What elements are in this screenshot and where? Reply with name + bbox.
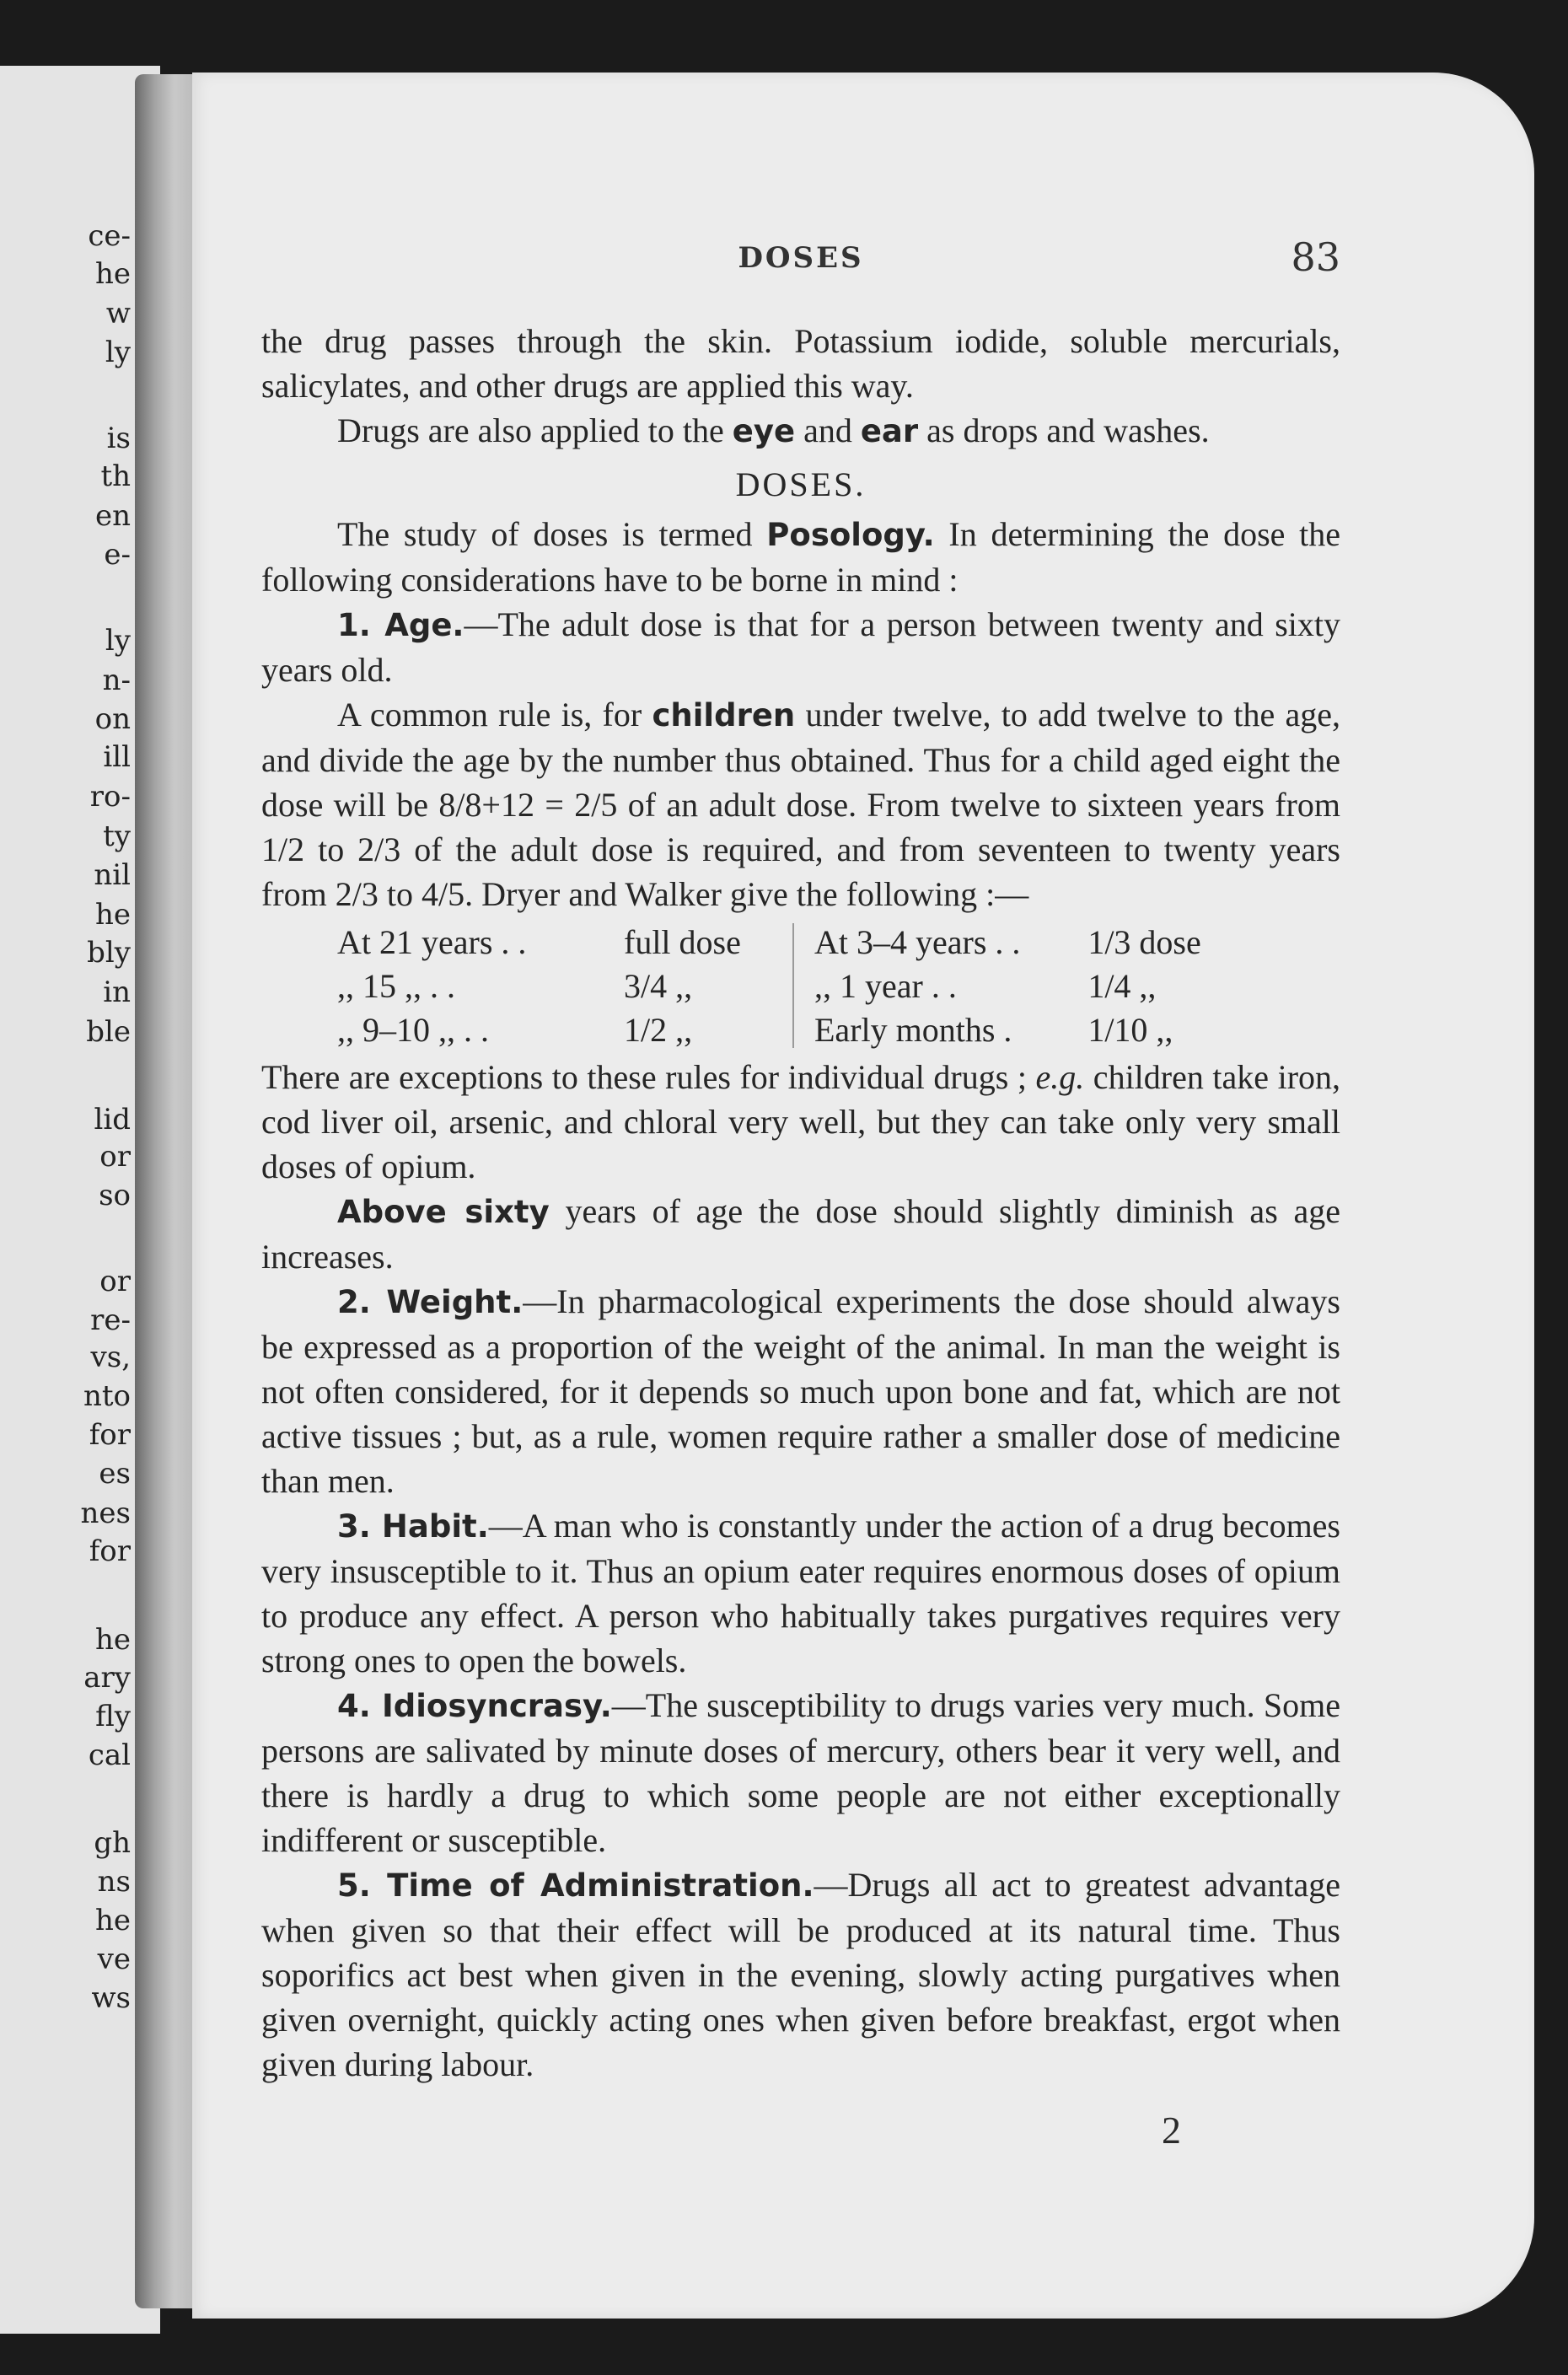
dose-table-left — [337, 920, 792, 1051]
facing-page-fragment: lid — [94, 1103, 131, 1136]
section-title: DOSES. — [735, 465, 867, 503]
heading-idiosyncrasy: 4. Idiosyncrasy. — [337, 1688, 612, 1724]
facing-page-fragment: so — [99, 1179, 131, 1212]
dose-table — [337, 920, 1340, 1051]
page-body — [261, 319, 1340, 2087]
facing-page-fragment: he — [94, 1623, 131, 1657]
running-head-title: DOSES — [738, 241, 864, 275]
dose-row: ,, 9–10 ,, . . 1/2 ,, — [337, 1010, 693, 1049]
facing-page-fragment: ws — [91, 1981, 131, 2015]
paragraph-children: A common rule is, for children under twelve, to add twelve to the age, and divide the age by the number thus obtained. Thus for a child aged eight the dose will be 8/8+12 = 2/5 of an adult dose. From twelve to sixteen years from 1/2 to 2/3 of the adult dose is required, and from seventeen to twenty years from 2/3 to 4/5. Dryer and Walker give the following :— — [261, 696, 1341, 913]
dose-row: At 21 years . . full dose — [337, 922, 741, 961]
facing-page-fragment: in — [103, 975, 131, 1009]
facing-page-fragment: vs, — [90, 1341, 131, 1374]
term-above-sixty: Above sixty — [337, 1194, 550, 1230]
heading-age: 1. Age. — [337, 607, 464, 643]
paragraph: The study of doses is termed Posology. In determining the dose the following considerations have to be borne in mind : — [261, 515, 1341, 599]
facing-page-fragment: is — [106, 422, 131, 455]
paragraph-weight: 2. Weight.—In pharmacological experiments the dose should always be expressed as a proportion of the weight of the animal. In man the weight is not often considered, for it depends so much upon bone and fat, which are not active tissues ; but, as a rule, women require rather a smaller dose of medicine than men. — [261, 1282, 1340, 1500]
facing-page-fragment: he — [94, 257, 131, 291]
term-eye: eye — [732, 413, 796, 449]
facing-page-fragment: nto — [83, 1379, 131, 1413]
term-posology: Posology. — [766, 517, 935, 553]
book-spine — [135, 74, 201, 2308]
facing-page-fragment: ary — [83, 1661, 131, 1695]
heading-habit: 3. Habit. — [337, 1508, 489, 1545]
facing-page-fragment: ill — [103, 740, 131, 774]
dose-row: ,, 1 year . . 1/4 ,, — [814, 966, 1157, 1005]
page-number: 83 — [1291, 234, 1340, 280]
facing-page-fragment: re- — [90, 1303, 131, 1337]
facing-page-fragment: he — [94, 898, 131, 932]
facing-page-fragment: fly — [95, 1700, 131, 1733]
facing-page-fragment: n- — [102, 664, 131, 697]
facing-page-fragment: ly — [105, 624, 131, 658]
facing-page-fragment: for — [89, 1534, 131, 1568]
facing-page-fragment: en — [94, 499, 131, 533]
facing-page-fragment: ns — [97, 1865, 131, 1899]
term-children: children — [652, 697, 796, 733]
dose-row: At 3–4 years . . 1/3 dose — [814, 922, 1201, 961]
facing-page-fragment: ly — [105, 336, 131, 369]
facing-page-fragment: nil — [94, 858, 131, 892]
facing-page-fragment: on — [94, 702, 131, 736]
dose-row: ,, 15 ,, . . 3/4 ,, — [337, 966, 693, 1005]
facing-page-fragment: nes — [80, 1496, 131, 1530]
facing-page-fragment: es — [99, 1457, 131, 1491]
facing-page-fragment: or — [99, 1265, 131, 1298]
facing-page-fragment: bly — [87, 936, 131, 970]
paragraph-exceptions: There are exceptions to these rules for individual drugs ; e.g. children take iron, cod liver oil, arsenic, and chloral very well, but they can take only very small doses of opium. — [261, 1058, 1341, 1185]
facing-page-fragment: he — [94, 1904, 131, 1937]
signature-mark: 2 — [1162, 2109, 1181, 2152]
paragraph-idiosyncrasy: 4. Idiosyncrasy.—The susceptibility to drugs varies very much. Some persons are salivated by minute doses of mercury, others bear it very well, and there is hardly a drug to which some people are not either exceptionally indifferent or susceptible. — [261, 1686, 1340, 1859]
facing-page-fragment: ble — [86, 1015, 131, 1049]
facing-page-fragment: e- — [104, 538, 131, 572]
dose-table-right — [794, 920, 1232, 1051]
facing-page-fragment: ce- — [88, 219, 131, 253]
paragraph-time: 5. Time of Administration.—Drugs all act to greatest advantage when given so that their effect will be produced at its natural time. Thus soporifics act best when given in the evening, slowly acting purgatives when given overnight, quickly acting ones when given before breakfast, ergot when given during labour. — [261, 1866, 1340, 2083]
dose-row: Early months . 1/10 ,, — [814, 1010, 1173, 1049]
paragraph-above-sixty: Above sixty years of age the dose should slightly diminish as age increases. — [261, 1192, 1340, 1276]
facing-page-fragment: cal — [88, 1738, 131, 1772]
paragraph: Drugs are also applied to the eye and ear as drops and washes. — [337, 411, 1210, 449]
paragraph-age: 1. Age.—The adult dose is that for a person between twenty and sixty years old. — [261, 605, 1340, 689]
term-ear: ear — [860, 413, 919, 449]
facing-page-fragment: gh — [94, 1826, 131, 1860]
heading-weight: 2. Weight. — [337, 1284, 524, 1320]
heading-time-of-administration: 5. Time of Administration. — [337, 1867, 814, 1904]
paragraph-habit: 3. Habit.—A man who is constantly under the action of a drug becomes very insusceptible to it. Thus an opium eater requires enormous doses of opium to produce any effect. A person who habitually takes purgatives requires very strong ones to open the bowels. — [261, 1507, 1340, 1679]
facing-page-fragment: ty — [103, 819, 131, 853]
running-head — [261, 234, 1340, 292]
facing-page-fragment: th — [100, 459, 131, 493]
paragraph: the drug passes through the skin. Potassium iodide, soluble mercurials, salicylates, and other drugs are applied this way. — [261, 322, 1340, 405]
facing-page-fragment: w — [105, 297, 131, 330]
facing-page-fragment: ve — [97, 1942, 131, 1976]
facing-page-fragment: for — [89, 1418, 131, 1452]
facing-page-fragment: ro- — [89, 780, 131, 814]
facing-page-fragment: or — [99, 1140, 131, 1174]
